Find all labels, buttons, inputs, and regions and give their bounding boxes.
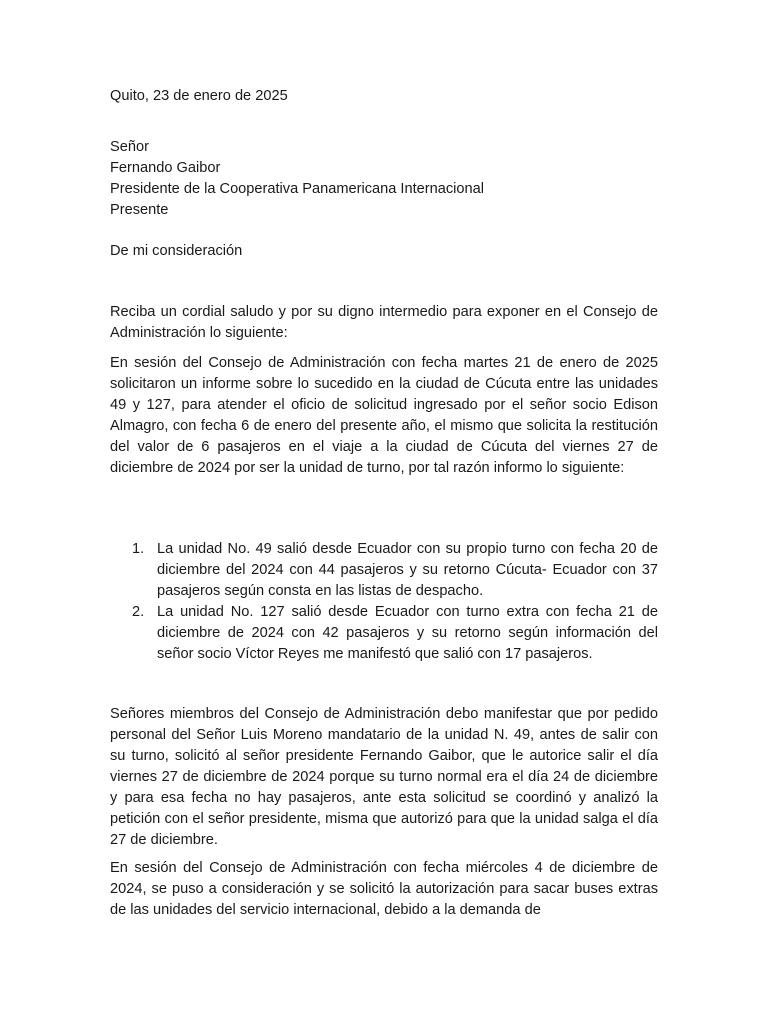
list-number: 2. [132, 604, 145, 620]
list-number: 1. [132, 541, 145, 557]
list-item [110, 602, 658, 665]
recipient-salutation-title: Señor [110, 139, 149, 155]
recipient-position: Presidente de la Cooperativa Panamericana Internacional [110, 181, 484, 197]
recipient-name: Fernando Gaibor [110, 160, 221, 176]
paragraph-members: Señores miembros del Consejo de Administración debo manifestar que por pedido personal del Señor Luis Moreno mandatario de la unidad N. 49, antes de salir con su turno, solicitó al señor presidente Fernando Gaibor, que le autorice salir el día viernes 27 de diciembre de 2024 porque su turno normal era el día 24 de diciembre y para esa fecha no hay pasajeros, ante esta solicitud se coordinó y analizó la petición con el señor presidente, misma que autorizó para que la unidad salga el día 27 de diciembre. [110, 706, 658, 848]
paragraph-session: En sesión del Consejo de Administración con fecha martes 21 de enero de 2025 solicitaron un informe sobre lo sucedido en la ciudad de Cúcuta entre las unidades 49 y 127, para atender el oficio de solicitud ingresado por el señor socio Edison Almagro, con fecha 6 de enero del presente año, el mismo que solicita la restitución del valor de 6 pasajeros en el viaje a la ciudad de Cúcuta del viernes 27 de diciembre de 2024 por ser la unidad de turno, por tal razón informo lo siguiente: [110, 355, 658, 476]
greeting: De mi consideración [110, 243, 243, 259]
date-line: Quito, 23 de enero de 2025 [110, 88, 288, 104]
list-item [110, 539, 658, 602]
list-text: La unidad No. 49 salió desde Ecuador con su propio turno con fecha 20 de diciembre del 2024 con 44 pasajeros y su retorno Cúcuta- Ecuador con 37 pasajeros según consta en las listas de despacho. [157, 541, 658, 599]
paragraph-december: En sesión del Consejo de Administración con fecha miércoles 4 de diciembre de 2024, se puso a consideración y se solicitó la autorización para sacar buses extras de las unidades del servicio internacional, debido a la demanda de [110, 860, 658, 918]
list-text: La unidad No. 127 salió desde Ecuador con turno extra con fecha 21 de diciembre de 2024 con 42 pasajeros y su retorno según información del señor socio Víctor Reyes me manifestó que salió con 17 pasajeros. [157, 604, 658, 662]
recipient-presente: Presente [110, 202, 169, 218]
paragraph-intro: Reciba un cordial saludo y por su digno intermedio para exponer en el Consejo de Administración lo siguiente: [110, 304, 658, 341]
